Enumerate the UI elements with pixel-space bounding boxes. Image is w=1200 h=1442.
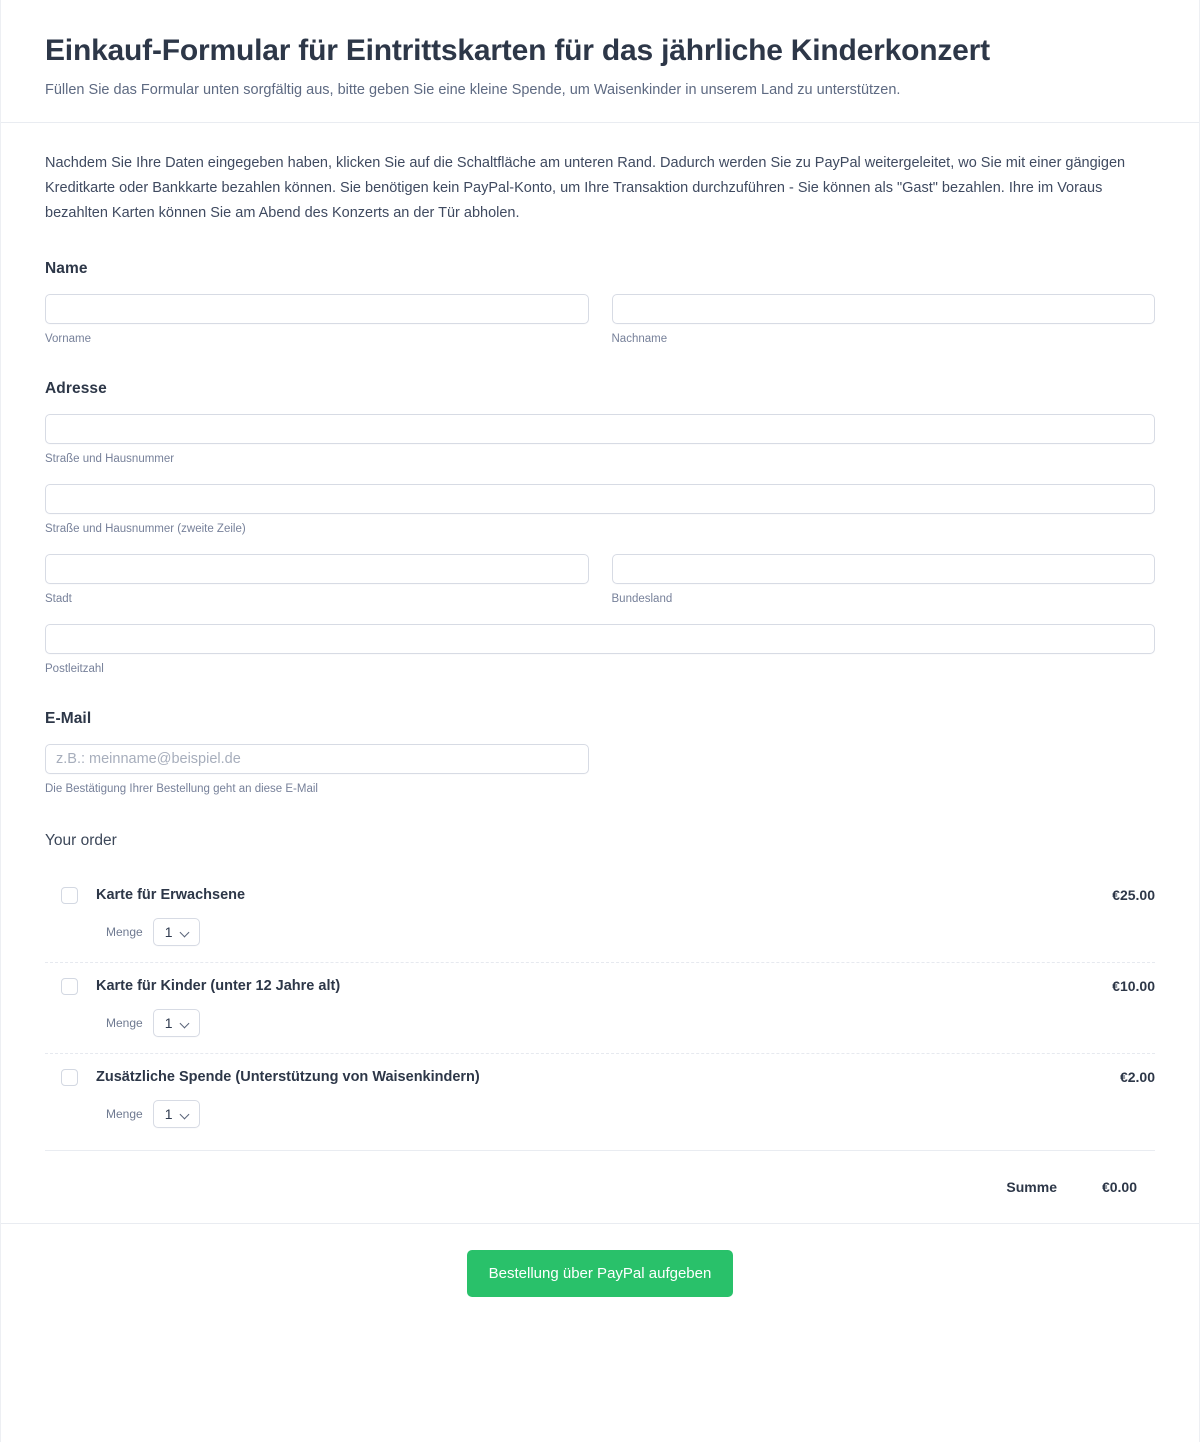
quantity-value: 1	[164, 1015, 173, 1031]
order-item-main	[45, 886, 1112, 946]
order-item-price: €25.00	[1112, 887, 1155, 903]
street-address-input[interactable]	[45, 414, 1155, 444]
last-name-input[interactable]	[612, 294, 1156, 324]
zip-block	[45, 624, 1155, 676]
name-section-heading: Name	[45, 260, 88, 277]
order-item-checkbox[interactable]	[61, 1069, 78, 1086]
total-label: Summe	[1006, 1179, 1057, 1195]
email-sublabel: Die Bestätigung Ihrer Bestellung geht an diese E-Mail	[45, 783, 318, 795]
quantity-value: 1	[164, 1106, 173, 1122]
first-name-input[interactable]	[45, 294, 589, 324]
order-item-main	[45, 977, 1112, 1037]
order-section-heading: Your order	[45, 832, 117, 849]
quantity-label: Menge	[106, 1107, 143, 1121]
submit-paypal-button[interactable]: Bestellung über PayPal aufgeben	[467, 1250, 734, 1297]
state-input[interactable]	[612, 554, 1156, 584]
state-sublabel: Bundesland	[611, 593, 673, 605]
first-name-block	[45, 294, 589, 346]
page-subtitle: Füllen Sie das Formular unten sorgfältig aus, bitte geben Sie eine kleine Spende, um Waisenkinder in unserem Land zu unterstützen.	[45, 82, 901, 98]
chevron-down-icon	[181, 928, 190, 937]
street2-block	[45, 484, 1155, 536]
chevron-down-icon	[181, 1019, 190, 1028]
quantity-value: 1	[164, 924, 173, 940]
email-block	[45, 744, 589, 796]
order-item-label: Karte für Erwachsene	[96, 887, 246, 903]
quantity-select[interactable]	[153, 1009, 200, 1037]
order-item-label: Zusätzliche Spende (Unterstützung von Waisenkindern)	[96, 1069, 480, 1085]
last-name-sublabel: Nachname	[611, 333, 668, 345]
email-spacer	[612, 744, 1156, 796]
zip-sublabel: Postleitzahl	[45, 663, 104, 675]
quantity-select[interactable]	[153, 1100, 200, 1128]
page-title: Einkauf-Formular für Eintrittskarten für das jährliche Kinderkonzert	[45, 34, 990, 67]
quantity-label: Menge	[106, 1016, 143, 1030]
email-row	[45, 744, 1155, 796]
order-item-checkbox[interactable]	[61, 978, 78, 995]
first-name-sublabel: Vorname	[45, 333, 92, 345]
name-section	[45, 260, 1155, 346]
order-item-label: Karte für Kinder (unter 12 Jahre alt)	[96, 978, 341, 994]
order-item-price: €2.00	[1119, 1069, 1155, 1085]
postal-code-input[interactable]	[45, 624, 1155, 654]
email-section-heading: E-Mail	[45, 710, 92, 727]
last-name-block	[612, 294, 1156, 346]
address-section-heading: Adresse	[45, 380, 107, 397]
quantity-select[interactable]	[153, 918, 200, 946]
name-row	[45, 294, 1155, 346]
city-block	[45, 554, 589, 606]
street1-block	[45, 414, 1155, 466]
city-input[interactable]	[45, 554, 589, 584]
order-item-checkbox[interactable]	[61, 887, 78, 904]
email-section	[45, 710, 1155, 796]
order-total-row	[45, 1150, 1155, 1201]
city-sublabel: Stadt	[45, 593, 72, 605]
form-header	[1, 0, 1199, 123]
order-item-top	[61, 977, 1112, 995]
street-address-line2-input[interactable]	[45, 484, 1155, 514]
order-item-top	[61, 1068, 1120, 1086]
order-item	[45, 962, 1155, 1053]
email-input[interactable]	[45, 744, 589, 774]
order-item-list	[45, 872, 1155, 1144]
order-item-quantity-row	[61, 918, 1112, 946]
intro-paragraph: Nachdem Sie Ihre Daten eingegeben haben, klicken Sie auf die Schaltfläche am unteren Rand. Dadurch werden Sie zu PayPal weitergeleitet, wo Sie mit einer gängigen Kreditkarte oder Bankkarte bezahlen können. Sie benötigen kein PayPal-Konto, um Ihre Transaktion durchzuführen - Sie können als "Gast" bezahlen. Ihre im Voraus bezahlten Karten können Sie am Abend des Konzerts an der Tür abholen.	[45, 155, 1126, 221]
order-item-quantity-row	[61, 1009, 1112, 1037]
street2-sublabel: Straße und Hausnummer (zweite Zeile)	[45, 523, 246, 535]
form-body	[1, 123, 1199, 1201]
street1-sublabel: Straße und Hausnummer	[45, 453, 175, 465]
chevron-down-icon	[181, 1110, 190, 1119]
order-item	[45, 1053, 1155, 1144]
order-item-top	[61, 886, 1112, 904]
order-item	[45, 872, 1155, 962]
order-item-quantity-row	[61, 1100, 1120, 1128]
address-section	[45, 380, 1155, 676]
order-section	[45, 832, 1155, 1201]
quantity-label: Menge	[106, 925, 143, 939]
order-item-main	[45, 1068, 1120, 1128]
city-state-row	[45, 554, 1155, 606]
state-block	[612, 554, 1156, 606]
form-footer	[1, 1223, 1199, 1297]
order-item-price: €10.00	[1112, 978, 1155, 994]
total-value: €0.00	[1101, 1179, 1137, 1195]
